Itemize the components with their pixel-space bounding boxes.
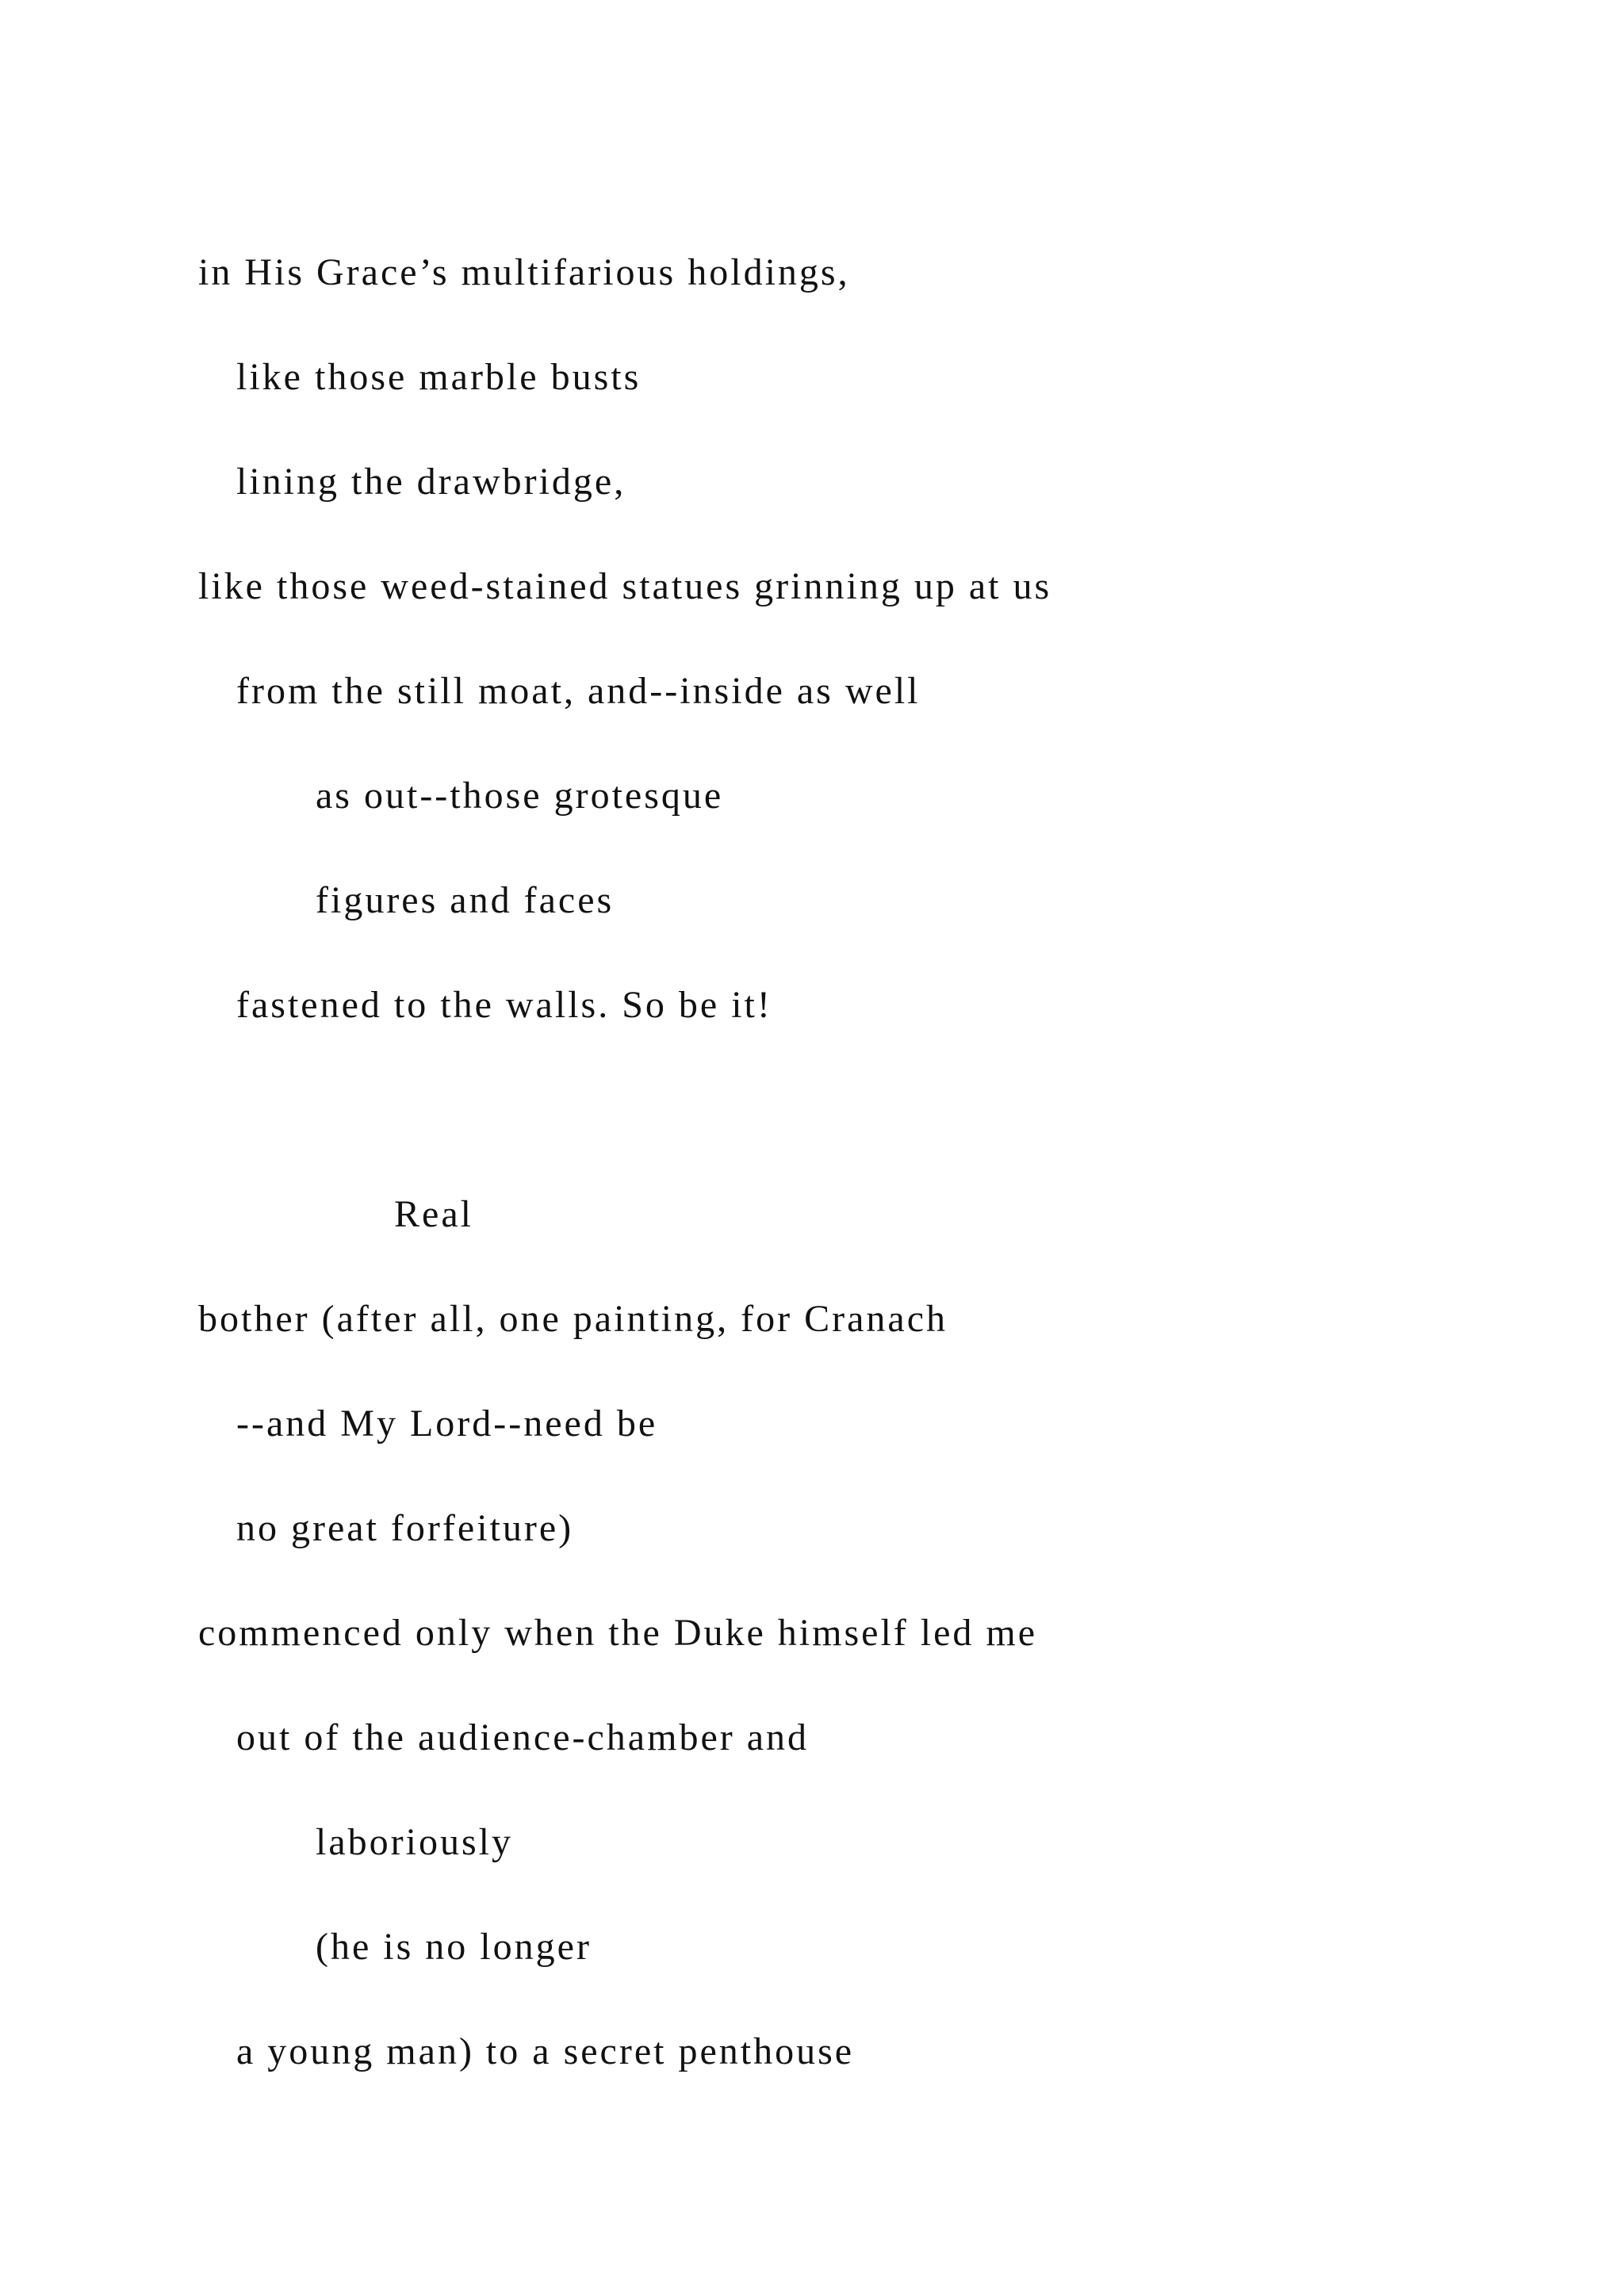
poem-line: Real (394, 1193, 473, 1235)
poem-line: out of the audience-chamber and (236, 1716, 810, 1758)
poem-line: commenced only when the Duke himself led me (198, 1612, 1038, 1654)
poem-line: as out--those grotesque (316, 775, 724, 817)
poem-line: bother (after all, one painting, for Cranach (198, 1298, 948, 1340)
poem-line: like those marble busts (236, 356, 642, 398)
poem-line: from the still moat, and--inside as well (236, 670, 921, 712)
poem-line: --and My Lord--need be (236, 1402, 658, 1445)
poem-line: laboriously (316, 1821, 513, 1863)
poem-line: in His Grace’s multifarious holdings, (198, 251, 850, 293)
poem-line: figures and faces (316, 879, 615, 921)
poem-line: (he is no longer (316, 1926, 592, 1968)
poem-line: lining the drawbridge, (236, 461, 626, 503)
poem-line: a young man) to a secret penthouse (236, 2030, 855, 2072)
poem-line: like those weed-stained statues grinning up at us (198, 565, 1052, 607)
poem-line: fastened to the walls. So be it! (236, 984, 772, 1026)
poem-line: no great forfeiture) (236, 1507, 574, 1549)
